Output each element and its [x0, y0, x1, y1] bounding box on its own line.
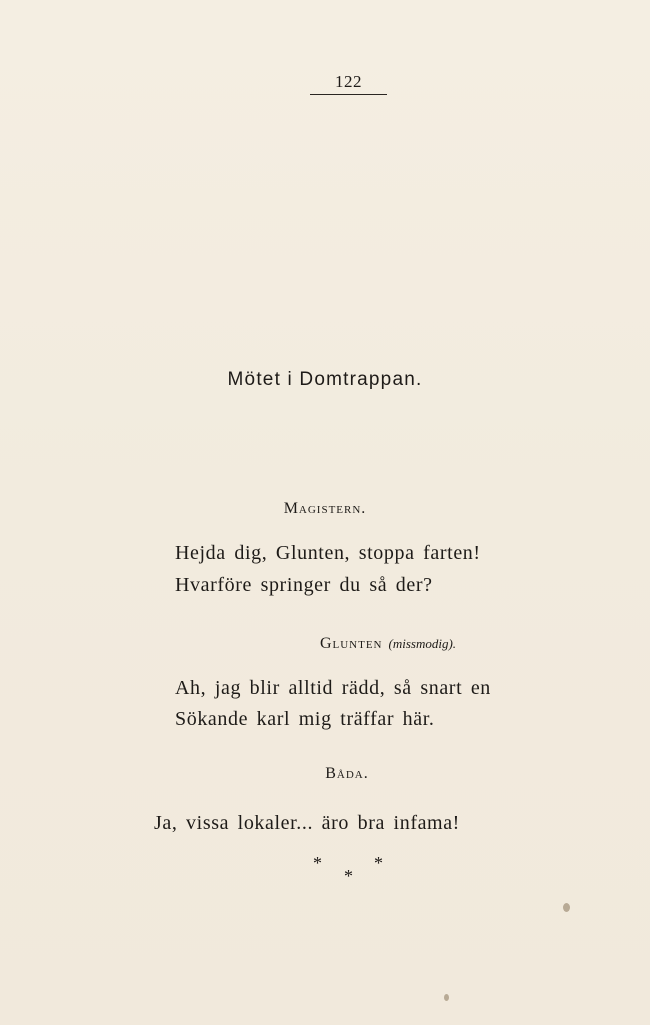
paper-foxing-spot [444, 994, 449, 1001]
verse-line: Hvarföre springer du så der? [175, 574, 433, 596]
speaker-heading-magistern [0, 500, 650, 518]
speaker-name: Glunten [319, 635, 383, 652]
page-number-rule [310, 94, 387, 95]
verse-line: Hejda dig, Glunten, stoppa farten! [175, 542, 481, 564]
page-number: 122 [335, 72, 362, 91]
page-title: Mötet i Domtrappan. [227, 369, 423, 390]
speaker-heading-glunten [63, 635, 650, 653]
asterism-star: * [313, 853, 322, 873]
verse-line: Ja, vissa lokaler... äro bra infama! [154, 812, 460, 834]
speaker-name: Magistern. [283, 500, 367, 517]
speaker-name: Båda. [325, 765, 369, 782]
asterism-star: * [344, 866, 353, 886]
stage-direction: (missmodig). [388, 636, 457, 651]
asterism-star: * [374, 853, 383, 873]
verse-line: Sökande karl mig träffar här. [175, 708, 435, 730]
speaker-heading-bada [22, 765, 650, 783]
paper-foxing-spot [563, 903, 570, 912]
verse-line: Ah, jag blir alltid rädd, så snart en [175, 677, 491, 699]
